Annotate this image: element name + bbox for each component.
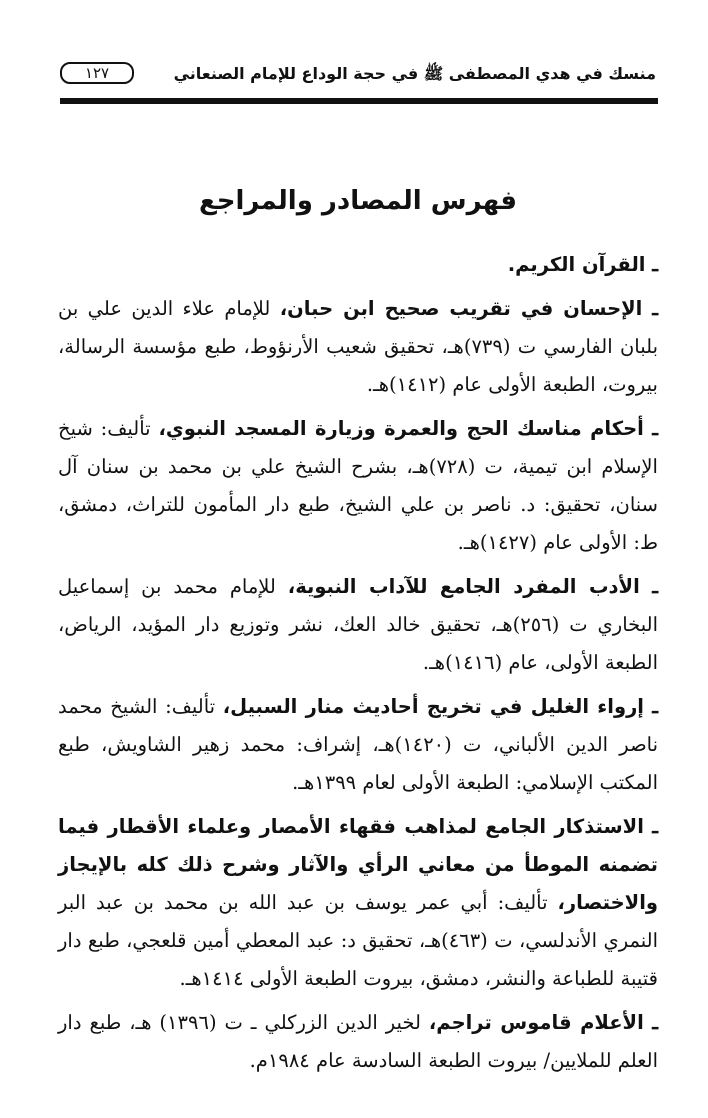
page-number: ١٢٧	[60, 62, 134, 84]
reference-entry: ـ إرواء الغليل في تخريج أحاديث منار السبيل، تأليف: الشيخ محمد ناصر الدين الألباني، ت (١٤٢٠)هـ، إشراف: محمد زهير الشاويش، طبع المكتب الإسلامي: الطبعة الأولى لعام ١٣٩٩هـ.	[58, 695, 658, 794]
references-list	[58, 246, 658, 1086]
reference-entry: ـ الأدب المفرد الجامع للآداب النبوية، للإمام محمد بن إسماعيل البخاري ت (٢٥٦)هـ، تحقيق خالد العك، نشر وتوزيع دار المؤيد، الرياض، الطبعة الأولى، عام (١٤١٦)هـ.	[58, 575, 658, 674]
reference-entry: ـ الأعلام قاموس تراجم، لخير الدين الزركلي ـ ت (١٣٩٦) هـ، طبع دار العلم للملايين/ بيروت الطبعة السادسة عام ١٩٨٤م.	[58, 1011, 659, 1072]
header-rule	[60, 98, 658, 104]
running-title: منسك في هدي المصطفى ﷺ في حجة الوداع للإمام الصنعاني	[173, 64, 656, 83]
reference-entry: ـ الإحسان في تقريب صحيح ابن حبان، للإمام علاء الدين علي بن بلبان الفارسي ت (٧٣٩)هـ، تحقيق شعيب الأرنؤوط، طبع مؤسسة الرسالة، بيروت، الطبعة الأولى عام (١٤١٢)هـ.	[58, 297, 658, 396]
running-header	[60, 58, 656, 88]
reference-entry: ـ الاستذكار الجامع لمذاهب فقهاء الأمصار وعلماء الأقطار فيما تضمنه الموطأ من معاني الرأي والآثار وشرح ذلك كله بالإيجاز والاختصار، تأليف: أبي عمر يوسف بن عبد الله بن محمد بن عبد البر النمري الأندلسي، ت (٤٦٣)هـ، تحقيق د: عبد المعطي أمين قلعجي، طبع دار قتيبة للطباعة والنشر، دمشق، بيروت الطبعة الأولى ١٤١٤هـ.	[58, 815, 659, 990]
reference-entry: ـ أحكام مناسك الحج والعمرة وزيارة المسجد النبوي، تأليف: شيخ الإسلام ابن تيمية، ت (٧٢٨)هـ، بشرح الشيخ علي بن محمد بن سنان آل سنان، تحقيق: د. ناصر بن علي الشيخ، طبع دار المأمون للتراث، دمشق، ط: الأولى عام (١٤٢٧)هـ.	[58, 417, 658, 554]
page-title: فهرس المصادر والمراجع	[199, 186, 517, 216]
reference-entry: ـ القرآن الكريم.	[507, 253, 658, 276]
